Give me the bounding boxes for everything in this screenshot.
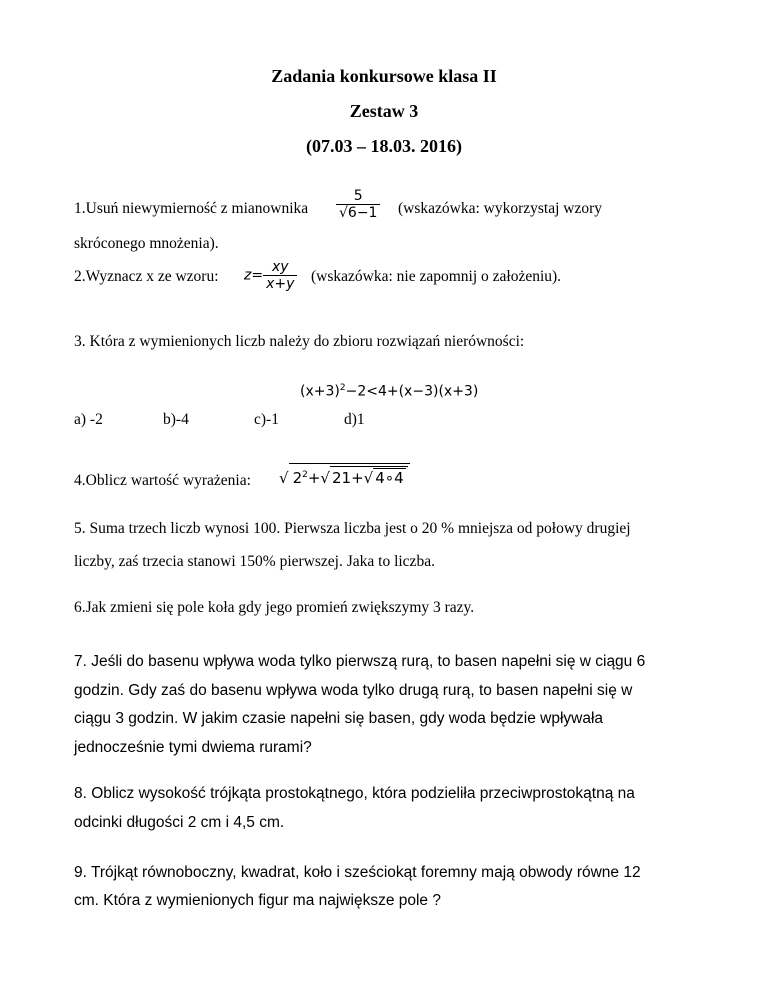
task-7-line-1: 7. Jeśli do basenu wpływa woda tylko pierwszą rurą, to basen napełni się w ciągu 6 [74, 653, 646, 670]
task-9-line-2: cm. Która z wymienionych figur ma największe pole ? [74, 892, 441, 909]
sqrt-icon: √ [320, 469, 330, 487]
task-9-line-1: 9. Trójkąt równoboczny, kwadrat, koło i sześciokąt foremny mają obwody równe 12 [74, 864, 641, 881]
inequality-right: −2<4+(x−3)(x+3) [345, 383, 479, 400]
task-2-lhs: z= [244, 267, 264, 284]
task-7-line-2: godzin. Gdy zaś do basenu wpływa woda tylko drugą rurą, to basen napełni się w [74, 682, 633, 699]
task-1-fraction [336, 188, 380, 221]
task-7-line-3: ciągu 3 godzin. W jakim czasie napełni się basen, gdy woda będzie wpływała [74, 710, 604, 727]
sqrt-icon: √ [279, 469, 289, 487]
task-8-line-2: odcinki długości 2 cm i 4,5 cm. [74, 814, 285, 831]
task-4-mid: 21+ [331, 469, 364, 487]
task-4-expression [279, 463, 410, 487]
set-number: Zestaw 3 [349, 101, 419, 121]
task-8-line-1: 8. Oblicz wysokość trójkąta prostokątnego, która podzieliła przeciwprostokątną na [74, 785, 635, 802]
task-4-plus: + [307, 469, 321, 487]
task-1-lead: 1.Usuń niewymierność z mianownika [74, 200, 309, 217]
task-4-lead: 4.Oblicz wartość wyrażenia: [74, 472, 251, 489]
task-3-inequality [300, 383, 478, 400]
task-2-formula [244, 259, 297, 292]
task-1-hint-continued: skróconego mnożenia). [74, 235, 219, 252]
task-1-radicand: 6−1 [347, 205, 378, 221]
task-1-denominator [336, 205, 380, 221]
sqrt-icon: √ [339, 205, 348, 221]
sqrt-icon: √ [363, 469, 374, 487]
task-1-numerator: 5 [336, 188, 380, 205]
task-2-denominator: x+y [266, 276, 295, 292]
option-d: d)1 [344, 411, 365, 428]
task-2-hint: (wskazówka: nie zapomnij o założeniu). [311, 268, 562, 285]
task-1-hint: (wskazówka: wykorzystaj wzory [398, 200, 603, 217]
task-4-base: 2 [292, 469, 303, 487]
inequality-left: (x+3) [300, 383, 340, 400]
task-4-inner: 4∘4 [375, 469, 404, 487]
task-5-line-2: liczby, zaś trzecia stanowi 150% pierwszej. Jaka to liczba. [74, 553, 435, 570]
task-2-lead: 2.Wyznacz x ze wzoru: [74, 268, 219, 285]
date-range: (07.03 – 18.03. 2016) [306, 136, 462, 156]
task-7-line-4: jednocześnie tymi dwiema rurami? [74, 739, 312, 756]
document-title: Zadania konkursowe klasa II [271, 66, 497, 86]
task-4-exponent: 2 [302, 470, 308, 480]
option-b: b)-4 [163, 411, 189, 428]
task-3-question: 3. Która z wymienionych liczb należy do zbioru rozwiązań nierówności: [74, 333, 525, 350]
task-2-numerator: xy [263, 259, 297, 276]
option-c: c)-1 [254, 411, 279, 428]
task-6-text: 6.Jak zmieni się pole koła gdy jego promień zwiększymy 3 razy. [74, 599, 475, 616]
option-a: a) -2 [74, 411, 103, 428]
task-5-line-1: 5. Suma trzech liczb wynosi 100. Pierwsza liczba jest o 20 % mniejsza od połowy drugiej [74, 520, 631, 537]
inequality-exponent: 2 [339, 383, 346, 393]
